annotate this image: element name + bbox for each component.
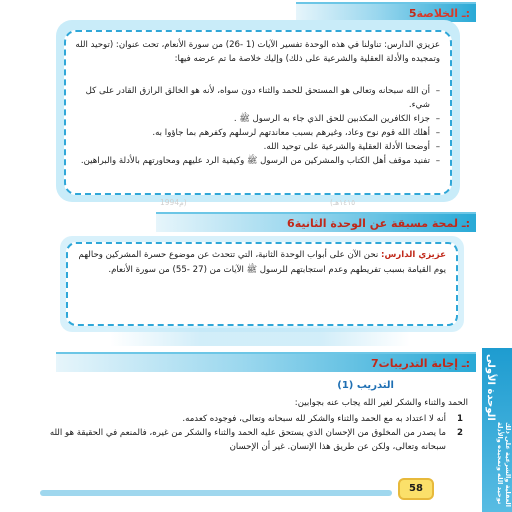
ghost-date-right: (١٤١٥هـ [330,198,356,207]
preview-lead: عزيزي الدارس: [381,250,446,260]
ghost-date-left: 1994م) [160,198,187,207]
section-5-header [296,2,476,22]
answer-text: ما يصدر من المخلوق من الإحسان الذي يستحق عليه الحمد والثناء والشكر من غيره، فالمنعم في الحقيقة هو الله سبحانه وتعالى، ولكن عن طريق هذا الإنسان. غير أن الإحسان [49,428,446,452]
summary-box [64,30,452,195]
answer-item [38,412,468,426]
section-7-header [56,352,476,372]
footer-strip [40,490,392,496]
summary-item: – تفنيد موقف أهل الكتاب والمشركين من الرسول ﷺ وكيفية الرد عليهم ومحاورتهم بالأدلة والبراهين. [74,154,440,168]
answer-item [38,426,468,454]
sidebar-unit: الوحدة الأولى [485,354,496,421]
unit-sidebar [482,348,512,512]
summary-item: – أوضحنا الأدلة العقلية والشرعية على توحيد الله. [74,140,440,154]
answer-text: أنه لا اعتداد به مع الحمد والثناء والشكر لله سبحانه وتعالى، فوجوده كعدمه. [182,414,446,424]
summary-list [74,84,440,168]
section-6-title: ـ لمحة مسبقة عن الوحدة الثانية: [294,217,470,230]
section-6-header [156,212,476,232]
summary-item: – جزاء الكافرين المكذبين للحق الذي جاء به الرسول ﷺ . [74,112,440,126]
preview-body: نحن الآن على أبواب الوحدة الثانية، التي تتحدث عن موضوع حسرة المشركين وحالهم يوم القيامة بسبب تفريطهم وعدم استجابتهم للرسول ﷺ الآيات من (27 -55) من سورة الأنعام. [78,250,446,275]
answer-number: 1 [457,414,463,424]
summary-item: – أهلك الله قوم نوح وعاد، وغيرهم بسبب معاندتهم لرسلهم وكفرهم بما جاؤوا به. [74,126,440,140]
decorative-band [110,328,410,346]
answer-number: 2 [457,428,463,438]
section-7-title: ـ إجابة التدريبات: [378,357,470,370]
section-5-title: ـ الخلاصة: [416,7,470,20]
sidebar-line-1: توحيد الله وتمجيده والأدلة [496,422,504,505]
preview-box [66,242,458,326]
exercise-question: الحمد والثناء والشكر لغير الله يجاب عنه بجوابين: [294,398,468,408]
preview-text [76,248,446,278]
page-number: 58 [398,478,434,500]
section-6-number: 6 [287,217,295,230]
exercise-title: التدريب (1) [337,380,394,391]
sidebar-line-2: العقلية والشرعية على ذلك [504,422,512,507]
section-7-number: 7 [371,357,379,370]
answer-list [38,412,468,454]
summary-intro: عزيزي الدارس: تناولنا في هذه الوحدة تفسير الآيات (1 -26) من سورة الأنعام، تحت عنوان: (توحيد الله وتمجيده والأدلة العقلية والشرعية على ذلك) وإليك خلاصة ما تم عرضه فيها: [75,40,440,64]
summary-item: – أن الله سبحانه وتعالى هو المستحق للحمد والثناء دون سواه، لأنه هو الخالق الرازق القادر على كل شيء. [74,84,440,112]
section-5-number: 5 [408,7,417,20]
